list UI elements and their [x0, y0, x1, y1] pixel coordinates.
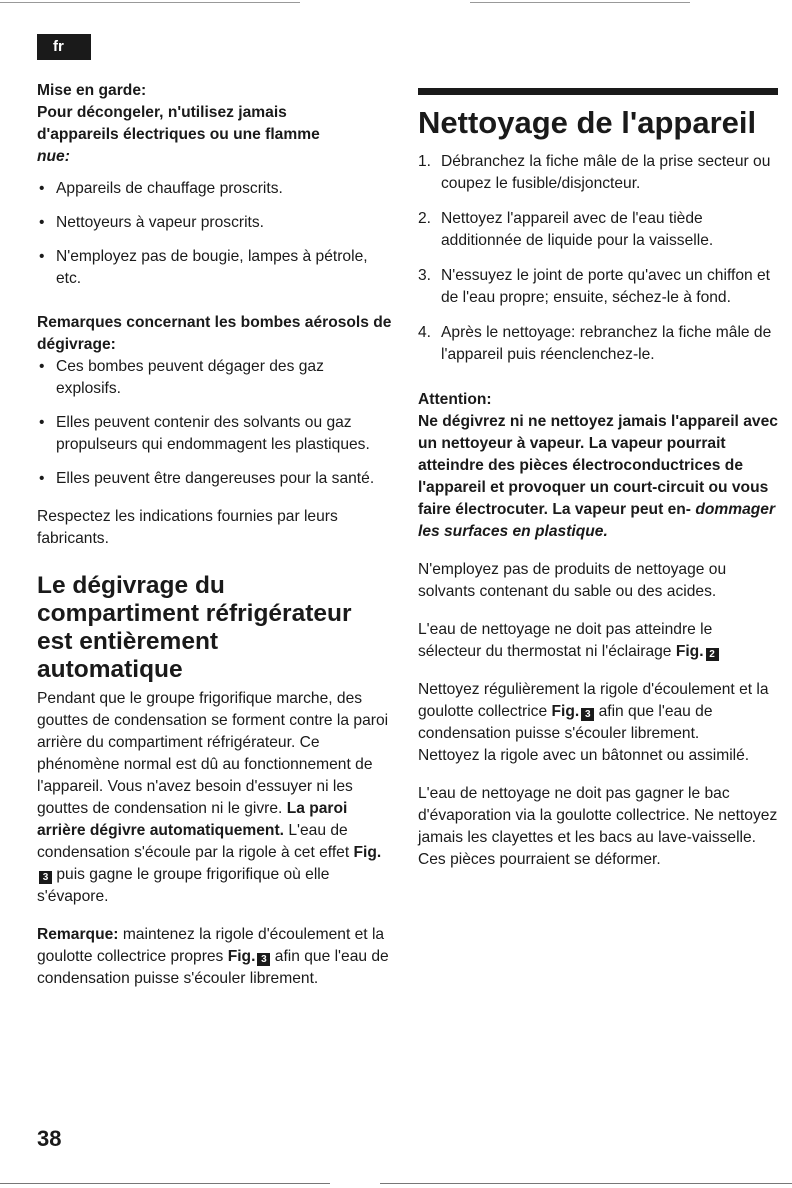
heading-rule: [418, 88, 778, 95]
warning-line: nue:: [37, 148, 70, 165]
list-item: • N'employez pas de bougie, lampes à pétrole, etc.: [37, 246, 392, 290]
language-tag: fr: [37, 34, 91, 60]
fig-label: Fig.: [227, 948, 256, 965]
list-item: • Appareils de chauffage proscrits.: [37, 178, 392, 200]
step-item: [418, 265, 778, 309]
step-number: 3.: [418, 267, 432, 284]
fig-number: 3: [581, 708, 594, 721]
attention-text: dommager les surfaces en plastique.: [418, 501, 776, 540]
fig-label: Fig.: [353, 844, 382, 861]
baton-paragraph: Nettoyez la rigole avec un bâtonnet ou assimilé.: [418, 747, 750, 764]
step-number: 1.: [418, 153, 432, 170]
section-heading: compartiment réfrigérateur: [37, 600, 352, 627]
cleaning-steps: [418, 151, 778, 366]
remark-paragraph: [37, 924, 392, 990]
step-text: N'essuyez le joint de porte qu'avec un chiffon et de l'eau propre; ensuite, séchez-le à fond.: [441, 267, 771, 306]
top-border: [0, 2, 300, 3]
section-heading: Le dégivrage du: [37, 572, 225, 599]
step-item: [418, 208, 778, 252]
fig-number: 3: [39, 871, 52, 884]
left-column: [37, 80, 392, 990]
list-item: • Elles peuvent contenir des solvants ou gaz propulseurs qui endommagent les plastiques.: [37, 412, 392, 456]
step-text: Nettoyez l'appareil avec de l'eau tiède additionnée de liquide pour la vaisselle.: [441, 210, 714, 249]
step-number: 4.: [418, 324, 432, 341]
paragraph-text: L'eau de condensation s'écoule par la rigole à cet effet: [37, 822, 350, 861]
section-heading: automatique: [37, 656, 183, 683]
defrost-paragraph: [37, 688, 392, 908]
bac-paragraph: L'eau de nettoyage ne doit pas gagner le bac d'évaporation via la goulotte collectrice. Ne nettoyez jamais les clayettes et les bacs au lave-vaisselle. Ces pièces pourraient se déformer.: [418, 785, 778, 868]
cleaning-heading: Nettoyage de l'appareil: [418, 105, 757, 140]
bottom-border: [0, 1183, 330, 1184]
warning-list: [37, 178, 392, 290]
paragraph-text: Nettoyez régulièrement la rigole d'écoulement et la goulotte collectrice: [418, 681, 769, 720]
step-item: [418, 151, 778, 195]
remark-text: maintenez la rigole d'écoulement et la goulotte collectrice propres: [37, 926, 385, 965]
list-item: • Nettoyeurs à vapeur proscrits.: [37, 212, 392, 234]
page-number: 38: [37, 1126, 62, 1151]
fig-number: 2: [706, 648, 719, 661]
rigole-paragraph: [418, 679, 778, 745]
top-border: [470, 2, 690, 3]
paragraph-text: afin que l'eau de condensation puisse s'écouler librement.: [418, 703, 713, 742]
paragraph-text: L'eau de nettoyage ne doit pas atteindre le sélecteur du thermostat ni l'éclairage: [418, 621, 713, 660]
step-text: Débranchez la fiche mâle de la prise secteur ou coupez le fusible/disjoncteur.: [441, 153, 771, 192]
aerosol-title: Remarques concernant les bombes aérosols de dégivrage:: [37, 314, 392, 353]
fig-label: Fig.: [675, 643, 704, 660]
right-column: [418, 88, 778, 871]
respect-note: Respectez les indications fournies par leurs fabricants.: [37, 508, 338, 547]
remark-text: afin que l'eau de condensation puisse s'écouler librement.: [37, 948, 389, 987]
remark-label: Remarque:: [37, 926, 119, 943]
attention-text: Ne dégivrez ni ne nettoyez jamais l'appareil avec un nettoyeur à vapeur. La vapeur pourrait atteindre des pièces électroconductrices de l'appareil et provoquer un court-circuit ou vous faire électrocuter. La vapeur peut en-: [418, 413, 778, 518]
thermostat-paragraph: [418, 619, 778, 663]
paragraph-text: Pendant que le groupe frigorifique marche, des gouttes de condensation se forment contre la paroi arrière du compartiment réfrigérateur. Ce phénomène normal est dû au fonctionnement de l'appareil. Vous n'avez besoin d'essuyer ni les gouttes de condensation ni le givre.: [37, 690, 389, 817]
step-number: 2.: [418, 210, 432, 227]
warning-line: d'appareils électriques ou une flamme: [37, 126, 320, 143]
aerosol-list: [37, 356, 392, 490]
fig-number: 3: [257, 953, 270, 966]
fig-label: Fig.: [551, 703, 580, 720]
warning-title: Mise en garde:: [37, 82, 147, 99]
products-paragraph: N'employez pas de produits de nettoyage ou solvants contenant du sable ou des acides.: [418, 561, 727, 600]
list-item: • Elles peuvent être dangereuses pour la santé.: [37, 468, 392, 490]
list-item: • Ces bombes peuvent dégager des gaz explosifs.: [37, 356, 392, 400]
section-heading: est entièrement: [37, 628, 219, 655]
step-item: [418, 322, 778, 366]
paragraph-bold: La paroi arrière dégivre automatiquement.: [37, 800, 348, 839]
bottom-border: [380, 1183, 792, 1184]
warning-line: Pour décongeler, n'utilisez jamais: [37, 104, 287, 121]
attention-paragraph: [418, 411, 778, 543]
attention-title: Attention:: [418, 391, 492, 408]
paragraph-text: puis gagne le groupe frigorifique où elle s'évapore.: [37, 866, 330, 905]
step-text: Après le nettoyage: rebranchez la fiche mâle de l'appareil puis réenclenchez-le.: [441, 324, 772, 363]
